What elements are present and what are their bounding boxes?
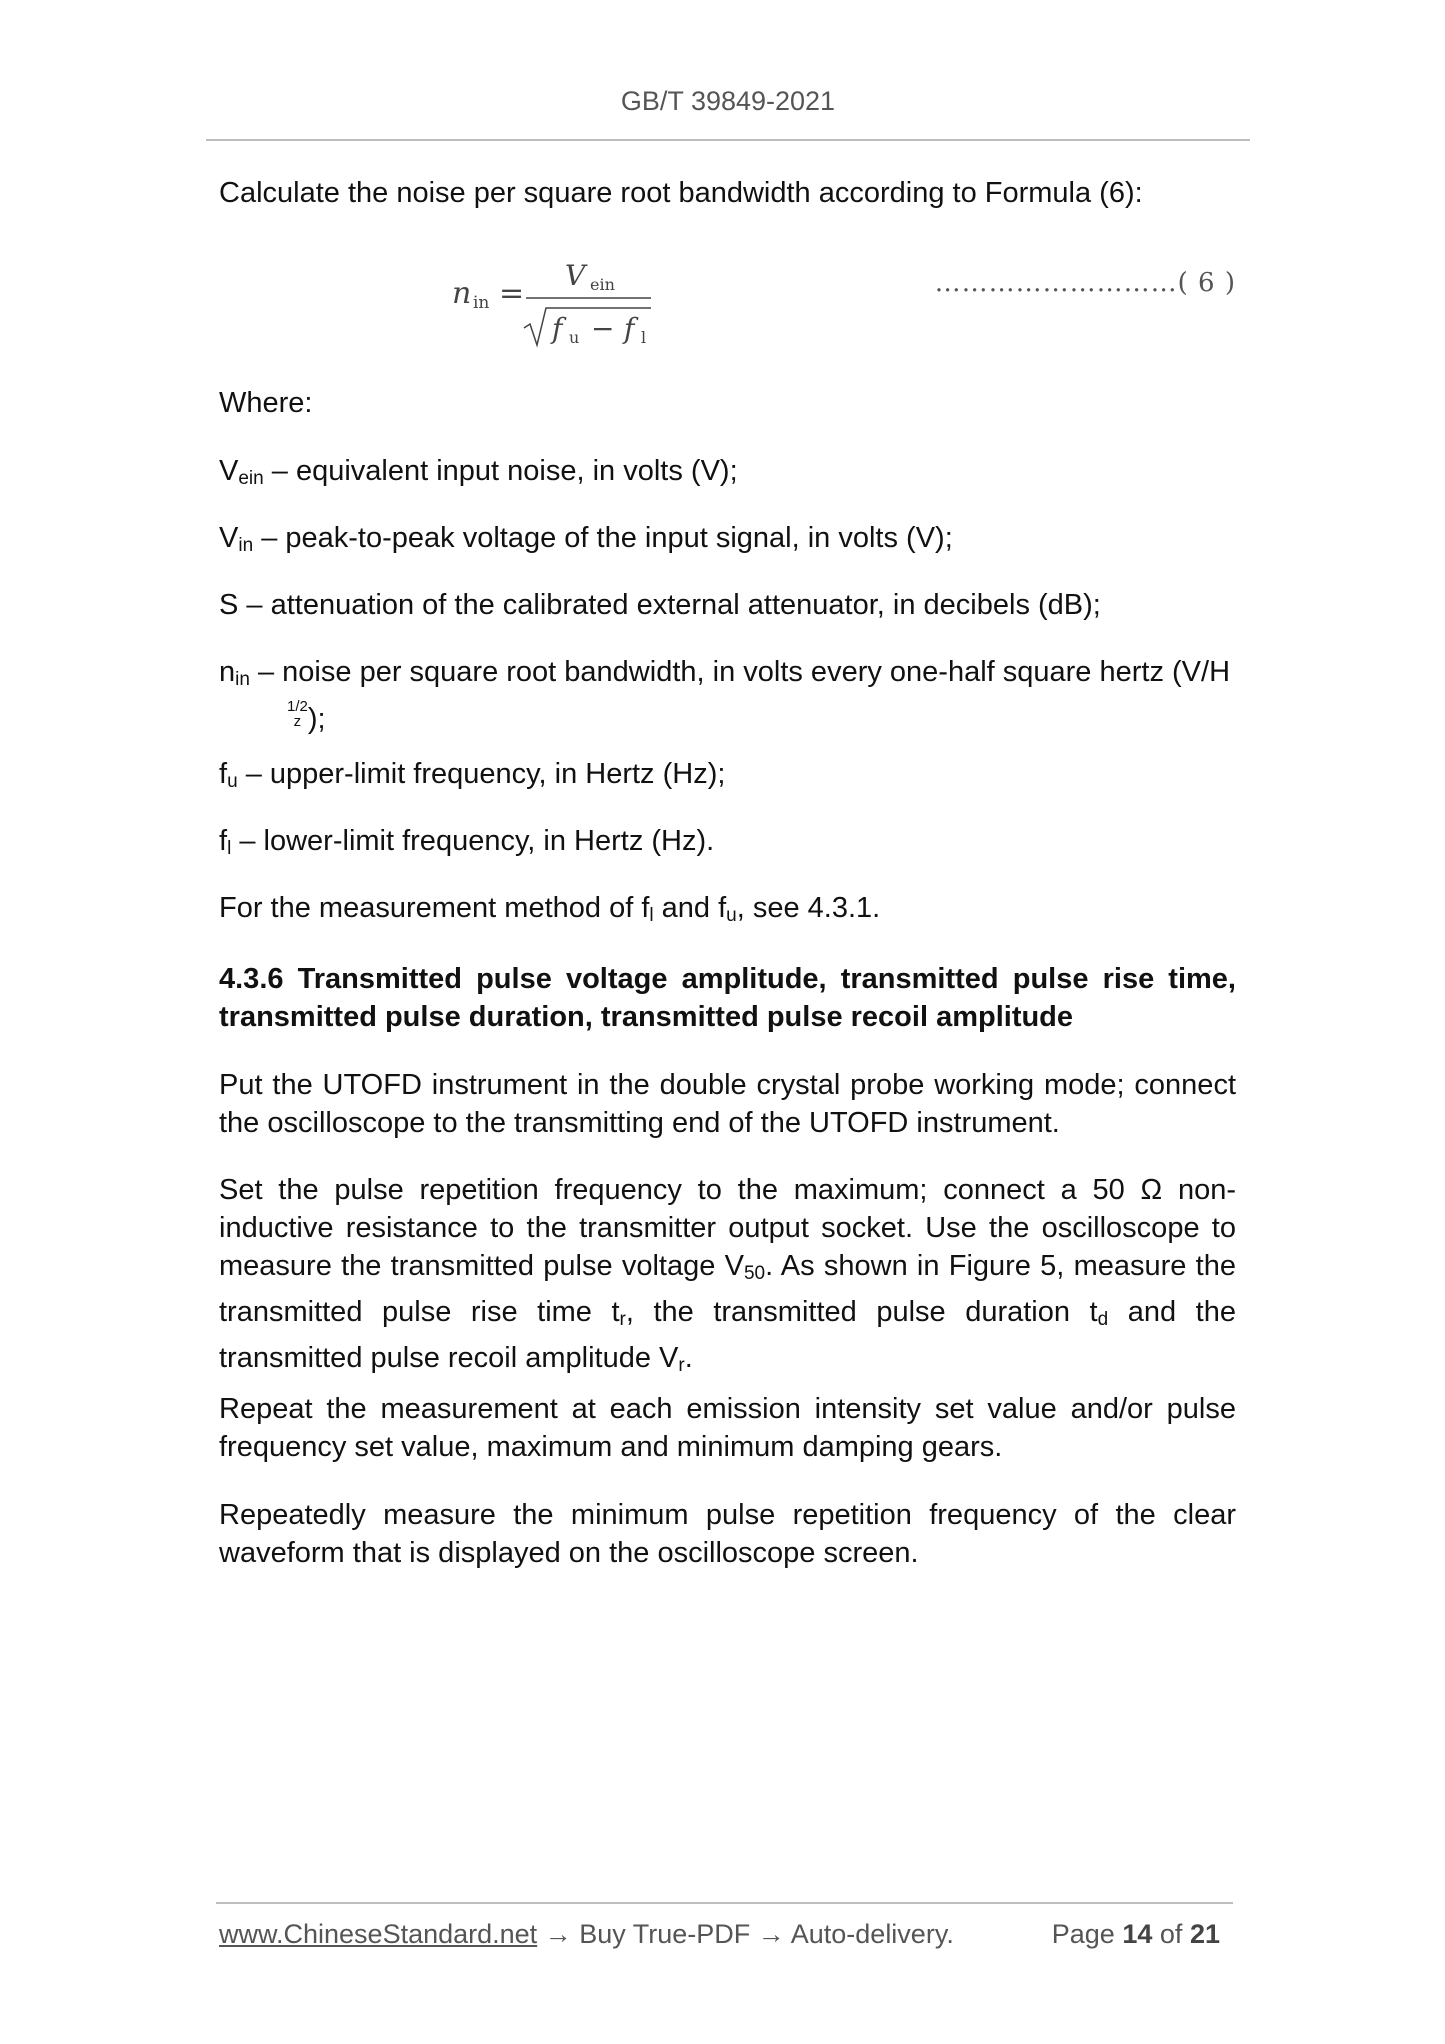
def-symbol-sub: in [235, 669, 250, 690]
note-text: , see 4.3.1. [736, 892, 881, 924]
def-symbol-sub: ein [238, 468, 264, 489]
definition-s [219, 586, 1101, 632]
formula-equals: = [499, 276, 525, 311]
def-text: – peak-to-peak voltage of the input signal, in volts (V); [253, 522, 953, 554]
formula-numerator-sub: ein [590, 275, 615, 294]
def-symbol-sub: in [238, 535, 254, 556]
page-counter [1052, 1919, 1220, 1950]
document-id-header: GB/T 39849-2021 [620, 86, 836, 116]
footer-tagline: → Buy True-PDF → Auto-delivery. [537, 1919, 954, 1949]
def-text: – upper-limit frequency, in Hertz (Hz); [237, 758, 726, 790]
def-text: – lower-limit frequency, in Hertz (Hz). [231, 825, 715, 857]
method-note [219, 889, 880, 935]
para-sub: 50 [743, 1263, 766, 1284]
def-text: – attenuation of the calibrated external attenuator, in decibels (dB); [238, 589, 1101, 621]
section-heading-4-3-6: 4.3.6 Transmitted pulse voltage amplitude, transmitted pulse rise time, transmitted pulse duration, transmitted pulse recoil amplitude [219, 963, 1236, 1033]
formula-6 [219, 248, 1236, 348]
footer-promo [219, 1919, 954, 1950]
paragraph-measurement [219, 1171, 1236, 1385]
formula-numerator: V [565, 259, 586, 292]
def-symbol: V [219, 522, 239, 554]
footer-divider [216, 1902, 1233, 1904]
para-sub: d [1097, 1309, 1109, 1330]
website-link[interactable]: www.ChineseStandard.net [219, 1919, 538, 1949]
page-number: 14 [1122, 1919, 1153, 1949]
header-divider [206, 139, 1250, 141]
definition-n-in [219, 653, 1230, 736]
unit-bottom: z [293, 713, 302, 730]
def-text: – noise per square root bandwidth, in volts every one-half square hertz (V/H [249, 656, 1231, 688]
definition-f-l [219, 822, 714, 868]
def-symbol-sub: u [227, 771, 238, 792]
definition-f-u [219, 755, 725, 801]
para-text: . As shown in Figure 5, measure the transmitted pulse rise time t [219, 1250, 1236, 1328]
para-sub: r [619, 1309, 626, 1330]
definition-v-in [219, 519, 953, 565]
paragraph-minimum-frequency: Repeatedly measure the minimum pulse repetition frequency of the clear waveform that is displayed on the oscilloscope screen. [219, 1499, 1236, 1569]
def-symbol: V [219, 455, 239, 487]
definition-v-ein [219, 452, 738, 498]
formula-number: ………………………( 6 ) [934, 268, 1236, 298]
def-symbol: f [219, 825, 228, 857]
para-text: Set the pulse repetition frequency to the maximum; connect a 50 Ω non-inductive resistance to the transmitter output socket. Use the oscilloscope to measure the transmitted pulse voltage V [219, 1174, 1236, 1282]
def-symbol: S [219, 589, 239, 621]
formula-den-b: f [624, 312, 635, 345]
formula-lhs: n [452, 276, 472, 311]
of-word: of [1159, 1919, 1183, 1949]
formula-lhs-sub: in [473, 293, 490, 313]
formula-den-a: f [552, 312, 563, 345]
def-symbol: n [219, 656, 236, 688]
page-total: 21 [1189, 1919, 1220, 1949]
note-text: For the measurement method of f [219, 892, 650, 924]
note-text: and f [653, 892, 727, 924]
def-text: – equivalent input noise, in volts (V); [263, 455, 738, 487]
paragraph-repeat: Repeat the measurement at each emission intensity set value and/or pulse frequency set value, maximum and minimum damping gears. [219, 1393, 1236, 1463]
formula-den-a-sub: u [569, 328, 580, 347]
note-sub: l [649, 905, 654, 926]
def-symbol-sub: l [227, 838, 232, 859]
where-label: Where: [219, 387, 313, 419]
intro-paragraph: Calculate the noise per square root bandwidth according to Formula (6): [219, 177, 1143, 209]
para-sub: r [678, 1355, 685, 1376]
para-text: , the transmitted pulse duration t [625, 1296, 1098, 1328]
def-symbol: f [219, 758, 228, 790]
para-text: and the transmitted pulse recoil amplitude V [219, 1296, 1236, 1374]
page-word: Page [1051, 1919, 1115, 1949]
formula-graphic [219, 248, 919, 358]
paragraph-setup: Put the UTOFD instrument in the double crystal probe working mode; connect the oscilloscope to the transmitting end of the UTOFD instrument. [219, 1069, 1236, 1139]
unit-tail: ); [307, 703, 326, 735]
note-sub: u [726, 905, 737, 926]
unit-top: 1/2 [287, 698, 308, 715]
formula-den-minus: − [591, 312, 615, 345]
para-text: . [684, 1342, 693, 1374]
formula-den-b-sub: l [641, 328, 647, 347]
unit-fraction [287, 699, 308, 729]
